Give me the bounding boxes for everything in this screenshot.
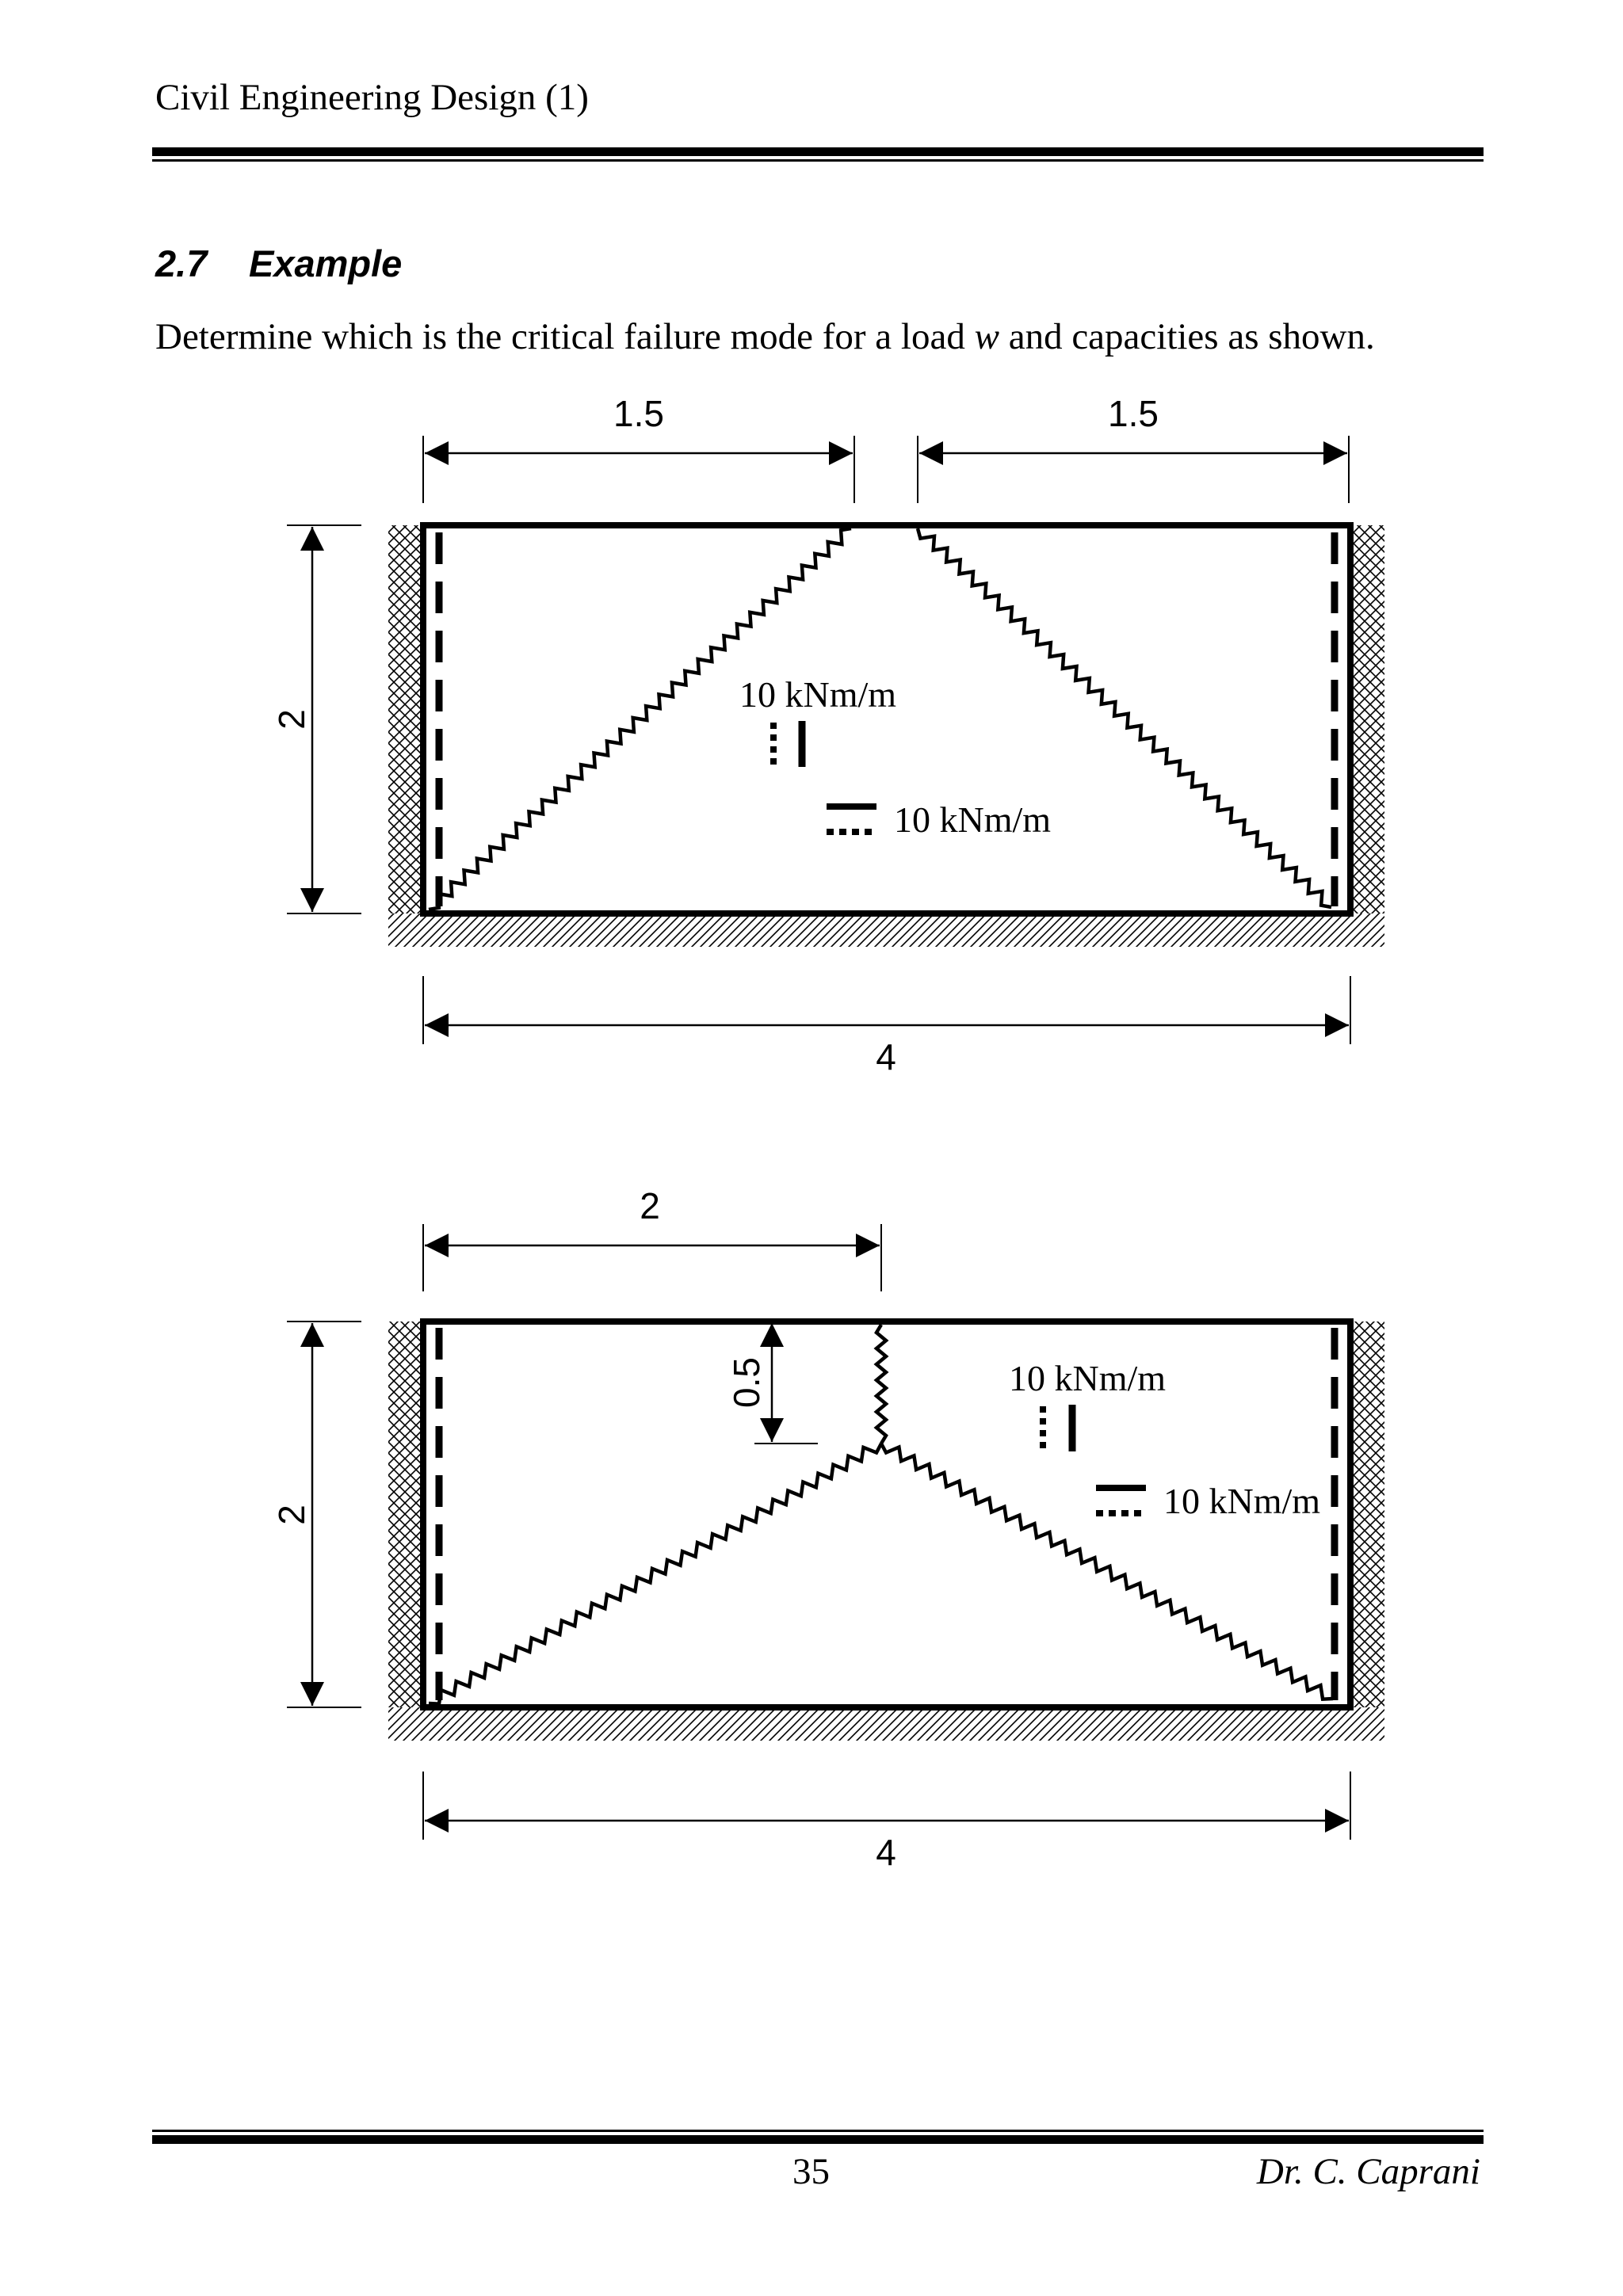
intro-after: and capacities as shown. bbox=[999, 316, 1375, 357]
diagram-1 bbox=[271, 393, 1384, 1077]
d1-dim-height-label: 2 bbox=[271, 709, 312, 730]
section-number: 2.7 bbox=[155, 242, 208, 284]
d1-dim-width-label: 4 bbox=[876, 1036, 896, 1077]
d1-capacity-horizontal-label: 10 kNm/m bbox=[894, 799, 1052, 840]
d2-dim-offset-label: 0.5 bbox=[726, 1357, 767, 1408]
d1-right-support-hatch bbox=[1350, 525, 1384, 913]
d2-yield-line-left bbox=[429, 1444, 881, 1704]
d2-capacity-horizontal-label: 10 kNm/m bbox=[1163, 1481, 1321, 1521]
section-title: Example bbox=[249, 242, 403, 284]
d2-dim-height-label: 2 bbox=[271, 1505, 312, 1525]
d1-yield-line-right bbox=[918, 528, 1331, 907]
footer-rule-thick bbox=[152, 2135, 1484, 2144]
header-title: Civil Engineering Design (1) bbox=[155, 77, 589, 118]
d2-dim-width-label: 4 bbox=[876, 1832, 896, 1873]
d1-dim-top-left-label: 1.5 bbox=[613, 393, 664, 434]
diagram-2 bbox=[271, 1185, 1384, 1873]
intro-variable: w bbox=[974, 316, 999, 357]
intro-before: Determine which is the critical failure mode for a load bbox=[155, 316, 975, 357]
author: Dr. C. Caprani bbox=[1256, 2151, 1480, 2192]
footer-rule-thin bbox=[152, 2130, 1484, 2132]
d2-yield-line-vertical bbox=[876, 1325, 886, 1444]
d1-left-support-hatch bbox=[388, 525, 423, 913]
d1-slab-outline bbox=[423, 525, 1350, 913]
d2-left-support-hatch bbox=[388, 1322, 423, 1707]
d1-capacity-vertical-label: 10 kNm/m bbox=[739, 674, 897, 715]
d1-yield-line-left bbox=[429, 528, 851, 910]
d1-bottom-support-hatch bbox=[388, 913, 1384, 947]
page-number: 35 bbox=[792, 2151, 830, 2192]
d1-dim-top-right-label: 1.5 bbox=[1108, 393, 1159, 434]
d2-dim-top-label: 2 bbox=[640, 1185, 660, 1226]
d2-capacity-vertical-label: 10 kNm/m bbox=[1009, 1358, 1167, 1398]
d2-bottom-support-hatch bbox=[388, 1707, 1384, 1741]
d2-right-support-hatch bbox=[1350, 1322, 1384, 1707]
